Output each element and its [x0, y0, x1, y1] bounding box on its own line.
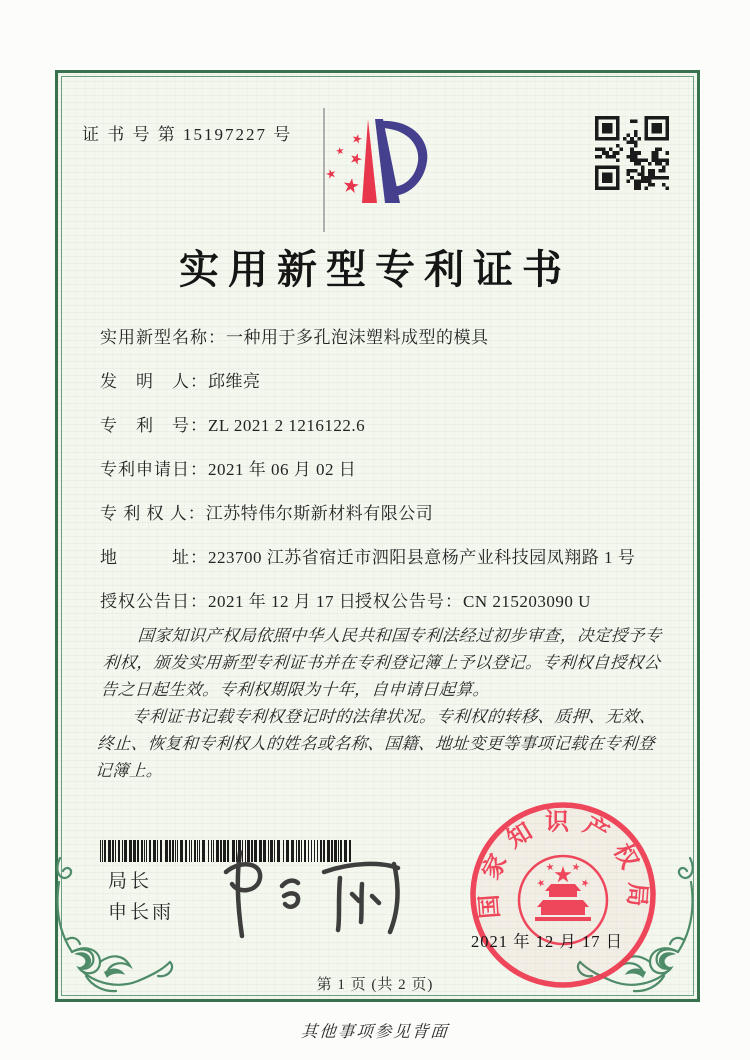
- signer-name: 申长雨: [108, 902, 175, 923]
- field-value: 223700 江苏省宿迁市泗阳县意杨产业科技园凤翔路 1 号: [208, 548, 636, 567]
- back-note: 其他事项参见背面: [300, 1022, 450, 1041]
- qr-code: [595, 116, 669, 190]
- field-label: 地 址：: [100, 548, 208, 567]
- field-value: ZL 2021 2 1216122.6: [208, 416, 366, 435]
- field-value: 一种用于多孔泡沫塑料成型的模具: [226, 328, 489, 347]
- certificate-title: 实用新型专利证书: [179, 247, 571, 292]
- cnipa-official-seal: [463, 795, 663, 995]
- field-row-address: [100, 536, 668, 580]
- field-label: 专 利 号：: [100, 416, 208, 435]
- field-label: 专 利 权 人：: [100, 504, 206, 523]
- field-row-filing-date: [100, 448, 668, 492]
- cnipa-patent-logo: [300, 106, 450, 234]
- field-value: 2021 年 12 月 17 日: [208, 592, 357, 611]
- field-row-patentee: [100, 492, 668, 536]
- field-label: 授权公告号：: [355, 592, 463, 611]
- field-grant-number: [355, 580, 591, 624]
- seal-ring-text: 国家知识产权局: [475, 809, 651, 920]
- logo-p-shape: [375, 119, 427, 203]
- field-label: 专利申请日：: [100, 460, 208, 479]
- field-label: 实用新型名称：: [100, 328, 226, 347]
- field-row-grant: [100, 580, 668, 624]
- certificate-fields: [100, 316, 668, 624]
- legal-text: [94, 622, 675, 784]
- field-label: 授权公告日：: [100, 592, 208, 611]
- field-row-inventor: [100, 360, 668, 404]
- field-label: 发 明 人：: [100, 372, 208, 391]
- certificate-number: 证 书 号 第 15197227 号: [82, 125, 293, 144]
- signer-block: [108, 866, 174, 928]
- director-signature: [212, 834, 412, 944]
- seal-date: 2021 年 12 月 17 日: [471, 932, 624, 951]
- field-value: 2021 年 06 月 02 日: [208, 460, 357, 479]
- field-value: CN 215203090 U: [463, 592, 591, 611]
- signer-title: 局长: [108, 871, 153, 892]
- field-row-name: [100, 316, 668, 360]
- field-value: 邱维亮: [208, 372, 261, 391]
- logo-red-wedge: [362, 119, 377, 203]
- field-value: 江苏特伟尔斯新材料有限公司: [205, 504, 434, 523]
- legal-paragraph: 国家知识产权局依照中华人民共和国专利法经过初步审查，决定授予专利权，颁发实用新型专利证书并在专利登记簿上予以登记。专利权自授权公告之日起生效。专利权期限为十年，自申请日起算。: [100, 626, 663, 699]
- legal-paragraph: 专利证书记载专利权登记时的法律状况。专利权的转移、质押、无效、终止、恢复和专利权人的姓名或名称、国籍、地址变更等事项记载在专利登记簿上。: [94, 707, 657, 780]
- page-number: 第 1 页 (共 2 页): [316, 977, 434, 993]
- logo-stars: [325, 133, 363, 193]
- field-row-patent-number: [100, 404, 668, 448]
